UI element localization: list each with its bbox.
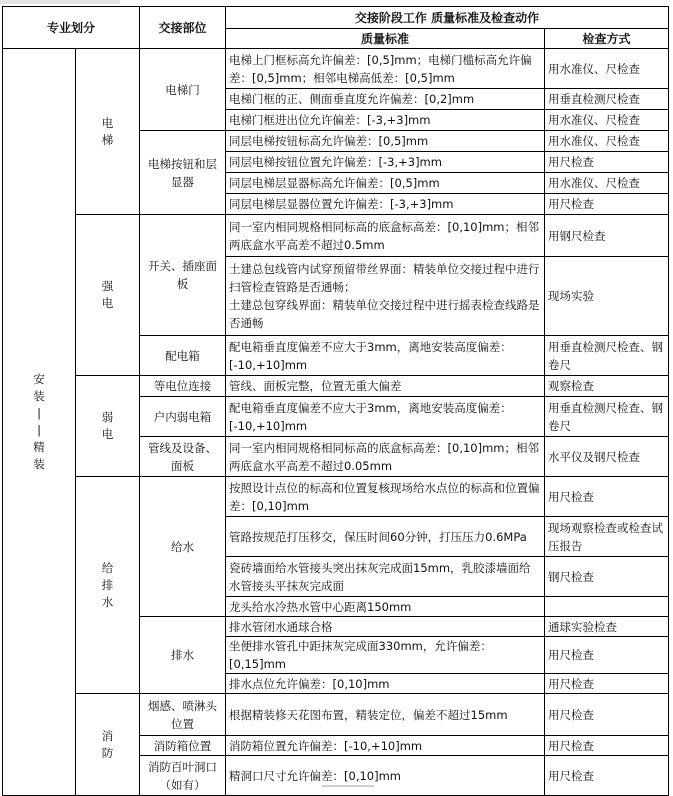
standard-cell: 同层电梯按钮位置允许偏差：[-3,+3]mm [226, 152, 545, 173]
method-cell: 用尺检查 [545, 152, 669, 173]
method-cell: 用垂直检测尺检查、钢卷尺 [545, 397, 669, 437]
standard-cell: 瓷砖墙面给水管接头突出抹灰完成面15mm，乳胶漆墙面给水管接头平抹灰完成面 [226, 557, 545, 597]
method-cell: 用垂直检测尺检查 [545, 89, 669, 110]
part-cell: 电梯门 [140, 49, 226, 131]
table-row [3, 694, 669, 736]
part-cell: 配电箱 [140, 336, 226, 376]
standard-cell: 土建总包线管内试穿预留带丝界面：精装单位交接过程中进行扫管检查管路是否通畅； 土建总包穿线界面：精装单位交接过程中进行摇表检查线路是否通畅 [226, 257, 545, 336]
method-cell: 用尺检查 [545, 477, 669, 517]
standard-cell: 按照设计点位的标高和位置复核现场给水点位的标高和位置偏差：[0,10]mm [226, 477, 545, 517]
standard-cell: 电梯上门框标高允许偏差：[0,5]mm；电梯门槛标高允许偏差：[0,5]mm；相邻电梯高低差：[0,5]mm [226, 49, 545, 89]
standard-cell: 管路按规范打压移交，保压时间60分钟，打压压力0.6MPa [226, 517, 545, 557]
standard-cell: 坐便排水管孔中距抹灰完成面330mm，允许偏差：[0,15]mm [226, 637, 545, 674]
part-cell: 烟感、喷淋头位置 [140, 694, 226, 736]
part-cell: 消防箱位置 [140, 736, 226, 756]
standard-cell: 龙头给水冷热水管中心距离150mm [226, 597, 545, 617]
section-fire: 消 防 [76, 694, 140, 796]
method-cell: 用水准仪、尺检查 [545, 173, 669, 194]
part-cell: 给水 [140, 477, 226, 617]
standard-cell: 精洞口尺寸允许偏差：[0,10]mm [226, 756, 545, 796]
method-cell: 用尺检查 [545, 637, 669, 674]
table-row [3, 376, 669, 397]
header-method: 检查方式 [545, 29, 669, 49]
method-cell: 用钢尺检查 [545, 215, 669, 257]
part-cell: 管线及设备、面板 [140, 437, 226, 477]
standard-cell: 排水点位允许偏差：[0,10]mm [226, 674, 545, 694]
section-elevator: 电 梯 [76, 49, 140, 215]
header-row [3, 7, 669, 29]
standard-cell: 电梯门框的正、侧面垂直度允许偏差：[0,2]mm [226, 89, 545, 110]
method-cell: 用水准仪、尺检查 [545, 49, 669, 89]
header-position: 交接部位 [140, 7, 226, 49]
standard-cell: 排水管闭水通球合格 [226, 617, 545, 637]
standard-cell: 消防箱位置允许偏差：[-10,+10]mm [226, 736, 545, 756]
part-cell: 开关、插座面板 [140, 215, 226, 336]
standard-cell: 同层电梯按钮标高允许偏差：[0,5]mm [226, 131, 545, 152]
standard-cell: 同一室内相同规格相同标高的底盒标高差：[0,10]mm；相邻两底盒水平高差不超过0.05mm [226, 437, 545, 477]
table-row [3, 49, 669, 89]
section-strong-current: 强 电 [76, 215, 140, 376]
section-weak-current: 弱 电 [76, 376, 140, 477]
method-cell: 通球实验检查 [545, 617, 669, 637]
header-standard: 质量标准 [226, 29, 545, 49]
part-cell: 排水 [140, 617, 226, 694]
method-cell: 用水准仪、尺检查 [545, 110, 669, 131]
header-group: 交接阶段工作 质量标准及检查动作 [226, 7, 669, 29]
major-category-label: 安 装 | | 精 装 [33, 372, 45, 471]
standard-cell: 配电箱垂直度偏差不应大于3mm，离地安装高度偏差：[-10,+10]mm [226, 336, 545, 376]
standard-cell: 配电箱垂直度偏差不应大于3mm，离地安装高度偏差：[-10,+10]mm [226, 397, 545, 437]
method-cell: 用尺检查 [545, 694, 669, 736]
method-cell: 用水准仪、尺检查 [545, 131, 669, 152]
method-cell: 用尺检查 [545, 194, 669, 215]
standard-cell: 根据精装修天花图布置，精装定位，偏差不超过15mm [226, 694, 545, 736]
section-water: 给 排 水 [76, 477, 140, 694]
quality-standard-table [2, 6, 669, 796]
part-cell: 等电位连接 [140, 376, 226, 397]
method-cell: 钢尺检查 [545, 557, 669, 597]
table-row [3, 215, 669, 257]
method-cell: 用垂直检测尺检查、钢卷尺 [545, 336, 669, 376]
method-cell: 用尺检查 [545, 674, 669, 694]
method-cell: 观察检查 [545, 376, 669, 397]
method-cell: 现场实验 [545, 257, 669, 336]
part-cell: 户内弱电箱 [140, 397, 226, 437]
method-cell: 用尺检查 [545, 736, 669, 756]
standard-cell: 同一室内相同规格相同标高的底盒标高差：[0,10]mm；相邻两底盒水平高差不超过0.5mm [226, 215, 545, 257]
table-row [3, 477, 669, 517]
method-cell: 用尺检查 [545, 756, 669, 796]
top-scroll-strip [0, 0, 120, 4]
standard-cell: 电梯门框进出位允许偏差：[-3,+3]mm [226, 110, 545, 131]
method-cell: 水平仪及钢尺检查 [545, 437, 669, 477]
method-cell: 现场观察检查或检查试压报告 [545, 517, 669, 557]
standard-cell: 管线、面板完整，位置无重大偏差 [226, 376, 545, 397]
major-category-cell [3, 49, 76, 796]
part-cell: 消防百叶洞口（如有） [140, 756, 226, 796]
header-major: 专业划分 [3, 7, 140, 49]
standard-cell: 同层电梯层显器标高允许偏差：[0,5]mm [226, 173, 545, 194]
standard-cell: 同层电梯层显器位置允许偏差：[-3,+3]mm [226, 194, 545, 215]
part-cell: 电梯按钮和层显器 [140, 131, 226, 215]
method-cell [545, 597, 669, 617]
